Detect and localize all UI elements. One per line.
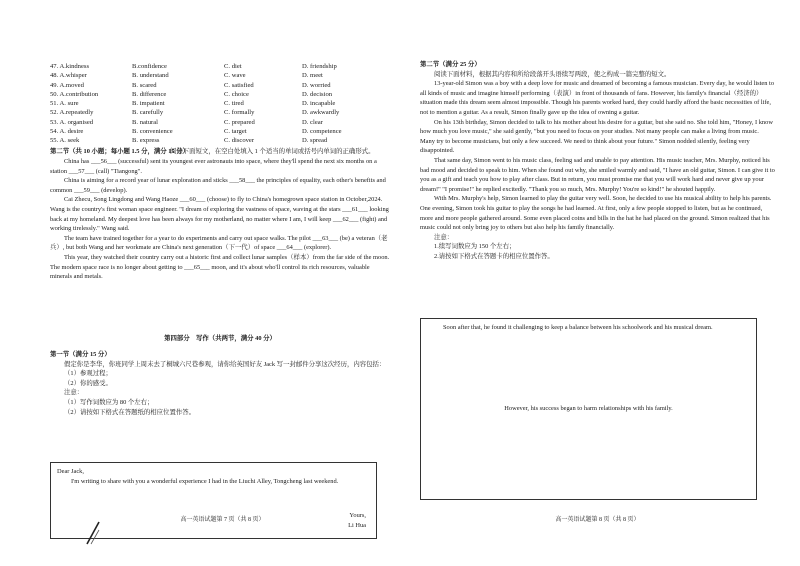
page-footer: 高一英语试题第 7 页（共 8 页）	[180, 517, 265, 523]
note-item: （1）写作词数应为 80 个左右；	[64, 398, 154, 406]
option-d: D. decision	[302, 90, 333, 98]
option-d: D. spread	[302, 137, 328, 144]
option-b: B. carefully	[132, 109, 164, 117]
option-a: 54. A. desire	[50, 127, 84, 135]
option-c: C. formally	[224, 109, 255, 117]
letter-closing: Yours,	[349, 512, 366, 519]
options-table	[50, 62, 395, 145]
option-b: B. difference	[132, 90, 167, 98]
story-paragraph: On his 13th birthday, Simon decided to talk to his mother about his desire for a guitar, but she said no. She told him, "Honey, I know how much you love music," she said gently, "but you need to focus on your studies. Not many people can make a living from music. Many try to become musicians, but only a few succeed. We need to think about your future." Simon nodded silently, feeling very disappointed.	[420, 118, 773, 155]
writing-task-2	[420, 60, 775, 261]
note-label: 注意：	[64, 389, 84, 397]
paragraph-1-opening: Soon after that, he found it challenging to keep a balance between his schoolwork and his musical dream.	[443, 324, 713, 331]
option-a: 53. A. organised	[50, 118, 94, 126]
option-d: D. worried	[302, 81, 331, 89]
option-d: D. clear	[302, 118, 323, 126]
option-a: 52. A.repeatedly	[50, 109, 94, 117]
option-b: B. scared	[132, 81, 157, 89]
paragraph-2-opening: However, his success began to harm relationships with his family.	[504, 405, 673, 412]
option-row	[50, 118, 395, 127]
option-b: B. impatient	[132, 100, 165, 107]
option-b: B. express	[132, 137, 160, 144]
option-d: D. friendship	[302, 63, 337, 70]
option-b: B. understand	[132, 72, 169, 80]
option-c: C. diet	[224, 63, 242, 70]
option-d: D. meet	[302, 72, 323, 80]
section-2-instruction	[170, 147, 395, 157]
option-row	[50, 90, 395, 99]
task-point: （1）参观过程；	[64, 370, 112, 378]
option-d: D. awkwardly	[302, 109, 340, 117]
task-prompt: 假定你是李华，你班同学上周末去了桐城六尺巷参观，请你给英国好友 Jack 写一封邮件分享这次经历，内容包括：	[64, 360, 386, 368]
part-4-heading: 第四部分 写作（共两节，满分 40 分）	[164, 335, 276, 342]
option-d: D. incapable	[302, 100, 336, 107]
letter-signature: Li Hua	[348, 521, 366, 529]
option-d: D. competence	[302, 127, 342, 135]
option-a: 55. A. seek	[50, 137, 80, 144]
option-c: C. target	[224, 127, 247, 135]
passage-paragraph: China has ___56___ (successful) sent its youngest ever astronauts into space, where they'll spend the next six months on a station ___57___ (call) "Tiangong".	[50, 158, 377, 175]
option-c: C. prepared	[224, 118, 255, 126]
letter-body: I'm writing to share with you a wonderful experience I had in the Liuchi Alley, Tongcheng last weekend.	[71, 477, 339, 485]
task-point: （2）你的感受。	[64, 379, 112, 387]
option-c: C. discover	[224, 137, 255, 144]
note-label: 注意：	[434, 233, 454, 241]
writing-task-1	[50, 350, 390, 417]
section-heading: 第二节（满分 25 分）	[420, 61, 481, 68]
option-row	[50, 108, 395, 117]
option-b: B. natural	[132, 118, 159, 126]
section-heading: 第二节（共 10 小题；每小题 1.5 分，满分 15 分）	[50, 148, 189, 155]
note-item: （2）请按如下格式在答题纸的相应位置作答。	[64, 408, 196, 416]
option-a: 48. A.whisper	[50, 72, 87, 80]
letter-salutation: Dear Jack,	[57, 468, 84, 475]
story-paragraph: That same day, Simon went to his music class, feeling sad and unable to pay attention. His music teacher, Mrs. Murphy, noticed his bad mood and decided to speak to him. When she found out why, she smiled warmly and said, "I have an old guitar, Simon. I can give it to you as a gift and teach you how to play after class. But in return, you must promise me that you will work hard and never give up your dream!" "I promise!" he replied excitedly. "Thank you so much, Mrs. Murphy! You're so kind!" he shouted happily.	[420, 156, 775, 193]
option-row	[50, 62, 395, 71]
option-row	[50, 71, 395, 80]
passage-paragraph: China is aiming for a record year of lunar exploration and sticks ___58___ the principles of equality, each other's benefits and common ___59___ (develop).	[50, 177, 386, 194]
note-item: 2.请按如下格式在答题卡的相应位置作答。	[434, 252, 554, 260]
option-c: C. satisfied	[224, 81, 254, 89]
option-a: 47. A.kindness	[50, 63, 90, 70]
passage-paragraph: Cai Zhecu, Song Lingdong and Wang Haoze ___60___ (choose) to fly to China's homegrown space station in October,2024. Wang is the country's first woman space engineer. "I dream of exploring the vastness of space, waving at the stars ___61___ looking back at my homeland. My deepest love has been always for my motherland, no matter where I am, I will keep ___62___ (fight) and working tirelessly." Wang said.	[50, 196, 389, 233]
instruction-text: 阅读下面短文，在空白处填入 1 个适当的单词或括号内单词的正确形式。	[170, 148, 375, 155]
option-row	[50, 136, 395, 145]
option-b: B.confidence	[132, 63, 167, 70]
option-c: C. wave	[224, 72, 246, 80]
passage-paragraph: The team have trained together for a year to do experiments and carry out space walks. The pilot ___63___ (be) a veteran（老兵）, but both Wang and her workmate are China's next generation（下一代）of space ___64___ (explorer).	[50, 234, 388, 252]
option-row	[50, 99, 395, 108]
option-row	[50, 81, 395, 90]
option-c: C. tired	[224, 100, 244, 107]
story-paragraph: 13-year-old Simon was a boy with a deep love for music and dreamed of becoming a famous musician. Every day, he would listen to all kinds of music and imagine himself performing（表演）in front of thousands of fans. However, his family's financial（经济的）situation made this dream seem almost impossible. Though his parents worked hard, they could hardly afford the basic necessities of life, not to mention a guitar. As a result, Simon finally gave up the idea of owning a guitar.	[420, 80, 775, 116]
grammar-passage	[50, 157, 390, 282]
page-footer: 高一英语试题第 8 页（共 8 页）	[555, 517, 640, 523]
option-row	[50, 127, 395, 136]
option-a: 49. A.moved	[50, 81, 84, 89]
option-a: 51. A. sure	[50, 100, 79, 107]
story-paragraph: With Mrs. Murphy's help, Simon learned to play the guitar very well. Soon, he decided to use his musical ability to help his parents. One evening, Simon took his guitar to play the songs he had learned. At first, only a few people stopped to listen, but as he continued, more and more people gathered around. Some even placed coins and bills in the hat he had placed on the ground. Simon realized that his music could not only bring joy to others but also help his family financially.	[420, 195, 772, 232]
option-b: B. convenience	[132, 127, 173, 135]
option-a: 50. A.contribution	[50, 90, 99, 98]
passage-paragraph: This year, they watched their country carry out a historic first and collect lunar samples（样本）from the far side of the moon. The modern space race is no longer about getting to ___65___ moon, and it's about who'll control its rich resources, valuable minerals and metals.	[50, 253, 390, 281]
instruction-text: 阅读下面材料，根据其内容和所给段落开头语续写两段，使之构成一篇完整的短文。	[434, 70, 671, 78]
option-c: C. choice	[224, 90, 249, 98]
left-page	[50, 0, 395, 566]
answer-box	[420, 318, 757, 500]
pen-mark-icon	[85, 518, 103, 546]
right-page	[420, 0, 775, 566]
section-heading: 第一节（满分 15 分）	[50, 351, 111, 358]
note-item: 1.续写词数应为 150 个左右；	[434, 243, 516, 251]
